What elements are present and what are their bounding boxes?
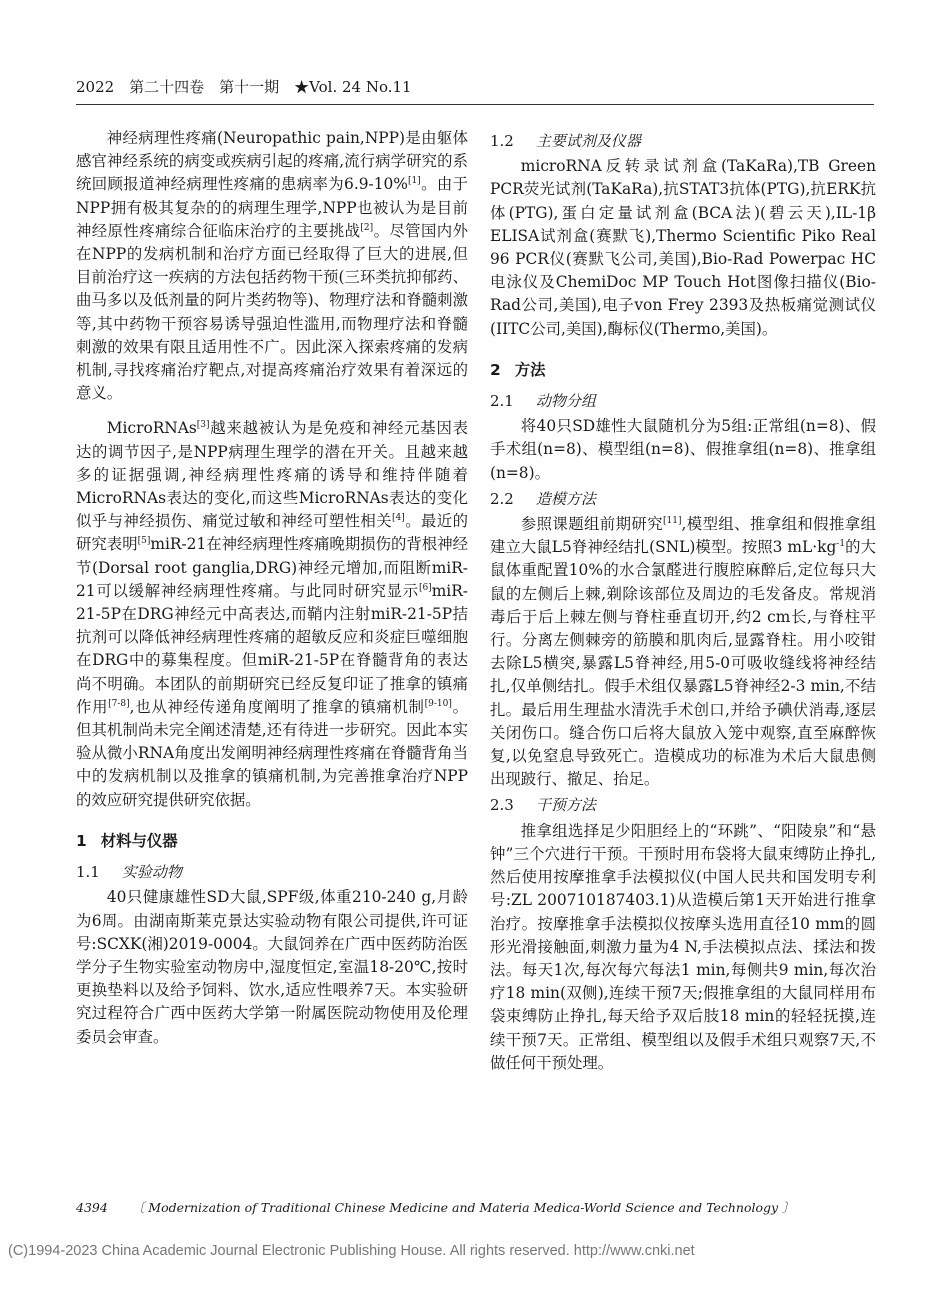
subsection-heading-2-1: 2.1 动物分组 xyxy=(490,392,596,411)
animals-paragraph: 40只健康雄性SD大鼠,SPF级,体重210-240 g,月龄为6周。由湖南斯莱克景达实验动物有限公司提供,许可证号:SCXK(湘)2019-0004。大鼠饲养在广西中医药防治医学分子生物实验室动物房中,湿度恒定,室温18-20℃,按时更换垫料以及给予饲料、饮水,适应性喂养7天。本实验研究过程符合广西中医药大学第一附属医院动物使用及伦理委员会审查。 xyxy=(76,888,468,1046)
copyright-notice: (C)1994-2023 China Academic Journal Electronic Publishing House. All rights reserved. http://www.cnki.net xyxy=(8,1243,695,1259)
citation[interactable]: [7-8] xyxy=(108,698,130,709)
subsection-heading-1-1: 1.1 实验动物 xyxy=(76,863,182,882)
left-column xyxy=(76,127,468,1049)
running-header: 2022 第二十四卷 第十一期 ★Vol. 24 No.11 xyxy=(76,78,412,96)
right-column xyxy=(490,127,876,1075)
page-footer xyxy=(76,1198,795,1216)
subsection-heading-2-3: 2.3 干预方法 xyxy=(490,796,596,815)
intervention-paragraph: 推拿组选择足少阳胆经上的“环跳”、“阳陵泉”和“悬钟”三个穴进行干预。干预时用布袋将大鼠束缚防止挣扎,然后使用按摩推拿手法模拟仪(中国人民共和国发明专利号:ZL 200710187403.1)从造模后第1天开始进行推拿治疗。按摩推拿手法模拟仪按摩头选用直径10 mm的圆形光滑接触面,刺激力量为4 N,手法模拟点法、揉法和拨法。每天1次,每次每穴每法1 min,每侧共9 min,每次治疗18 min(双侧),连续干预7天;假推拿组的大鼠同样用布袋束缚防止挣扎,每天给予双后肢18 min的轻轻抚摸,连续干预7天。正常组、模型组以及假手术组只观察7天,不做任何干预处理。 xyxy=(490,821,876,1072)
modeling-paragraph: 参照课题组前期研究[11],模型组、推拿组和假推拿组建立大鼠L5脊神经结扎(SNL)模型。按照3 $mL\cdot kg^{-1}$的大鼠体重配置10%的水合氯醛进行腹腔麻醉后,定位每只大鼠的左侧后上棘,剃除该部位及周边的毛发备皮。常规消毒后于后上棘左侧与脊柱垂直切开,约2 cm长,与脊柱平行。分离左侧棘旁的筋膜和肌肉后,显露脊柱。用小咬钳去除L5横突,暴露L5脊神经,用5-0可吸收缝线将神经结扎,仅单侧结扎。假手术组仅暴露L5脊神经2-3 min,不结扎。最后用生理盐水清洗手术创口,并给予碘伏消毒,逐层关闭伤口。缝合伤口后将大鼠放入笼中观察,直至麻醉恢复,以免窒息导致死亡。造模成功的标准为术后大鼠患侧出现跛行、撤足、抬足。 xyxy=(490,515,876,789)
citation[interactable]: [4] xyxy=(392,513,405,524)
citation[interactable]: [1] xyxy=(407,176,421,187)
grouping-paragraph: 将40只SD雄性大鼠随机分为5组:正常组(n=8)、假手术组(n=8)、模型组(n=8)、假推拿组(n=8)、推拿组(n=8)。 xyxy=(490,417,876,482)
header-rule xyxy=(76,104,874,105)
citation[interactable]: [2] xyxy=(360,222,374,233)
section-heading-1: 1 材料与仪器 xyxy=(76,831,178,850)
intro-paragraph-2: MicroRNAs[3]越来越被认为是免疫和神经元基因表达的调节因子,是NPP病理生理学的潜在开关。且越来越多的证据强调,神经病理性疼痛的诱导和维持伴随着MicroRNAs表达的变化,而这些MicroRNAs表达的变化似乎与神经损伤、痛觉过敏和神经可塑性相关[4]。最近的研究表明[5]miR-21在神经病理性疼痛晚期损伤的背根神经节(Dorsal root ganglia,DRG)神经元增加,而阻断miR-21可以缓解神经病理性疼痛。与此同时研究显示[6]miR-21-5P在DRG神经元中高表达,而鞘内注射miR-21-5P拮抗剂可以降低神经病理性疼痛的超敏反应和炎症巨噬细胞在DRG中的募集程度。但miR-21-5P在脊髓背角的表达尚不明确。本团队的前期研究已经反复印证了推拿的镇痛作用[7-8],也从神经传递角度阐明了推拿的镇痛机制[9-10]。但其机制尚未完全阐述清楚,还有待进一步研究。因此本实验从微小RNA角度出发阐明神经病理性疼痛在脊髓背角当中的发病机制以及推拿的镇痛机制,为完善推拿治疗NPP的效应研究提供研究依据。 xyxy=(76,419,468,809)
subsection-heading-1-2: 1.2 主要试剂及仪器 xyxy=(490,132,641,150)
citation[interactable]: [6] xyxy=(418,582,432,593)
citation[interactable]: [5] xyxy=(137,536,151,547)
subsection-heading-2-2: 2.2 造模方法 xyxy=(490,489,596,508)
intro-paragraph-1: 神经病理性疼痛(Neuropathic pain,NPP)是由躯体感官神经系统的病变或疾病引起的疼痛,流行病学研究的系统回顾报道神经病理性疼痛的患病率为6.9-10%[1]。由于NPP拥有极其复杂的的病理生理学,NPP也被认为是目前神经原性疼痛综合征临床治疗的主要挑战[2]。尽管国内外在NPP的发病机制和治疗方面已经取得了巨大的进展,但目前治疗这一疾病的方法包括药物干预(三环类抗抑郁药、曲马多以及低剂量的阿片类药物等)、物理疗法和脊髓刺激等,其中药物干预容易诱导强迫性滥用,而物理疗法和脊髓刺激的效果有限且适用性不广。因此深入探索疼痛的发病机制,寻找疼痛治疗靶点,对提高疼痛治疗效果有着深远的意义。 xyxy=(76,129,468,403)
citation[interactable]: [3] xyxy=(196,420,210,431)
section-heading-2: 2 方法 xyxy=(490,360,546,379)
reagents-paragraph: microRNA反转录试剂盒(TaKaRa),TB Green PCR荧光试剂(TaKaRa),抗STAT3抗体(PTG),抗ERK抗体(PTG),蛋白定量试剂盒(BCA法)(碧云天),IL-1β ELISA试剂盒(赛默飞),Thermo Scientific Piko Real 96 PCR仪(赛默飞公司,美国),Bio-Rad Powerpac HC电泳仪及ChemiDoc MP Touch Hot图像扫描仪(Bio-Rad公司,美国),电子von Frey 2393及热板痛觉测试仪(IITC公司,美国),酶标仪(Thermo,美国)。 xyxy=(490,157,876,338)
citation[interactable]: [11] xyxy=(663,515,682,526)
journal-name: 〔 Modernization of Traditional Chinese Medicine and Materia Medica-World Science and Technology 〕 xyxy=(131,1200,795,1215)
page-number: 4394 xyxy=(76,1200,108,1215)
unit-superscript: -1 xyxy=(836,539,846,550)
citation[interactable]: [9-10] xyxy=(424,698,452,709)
